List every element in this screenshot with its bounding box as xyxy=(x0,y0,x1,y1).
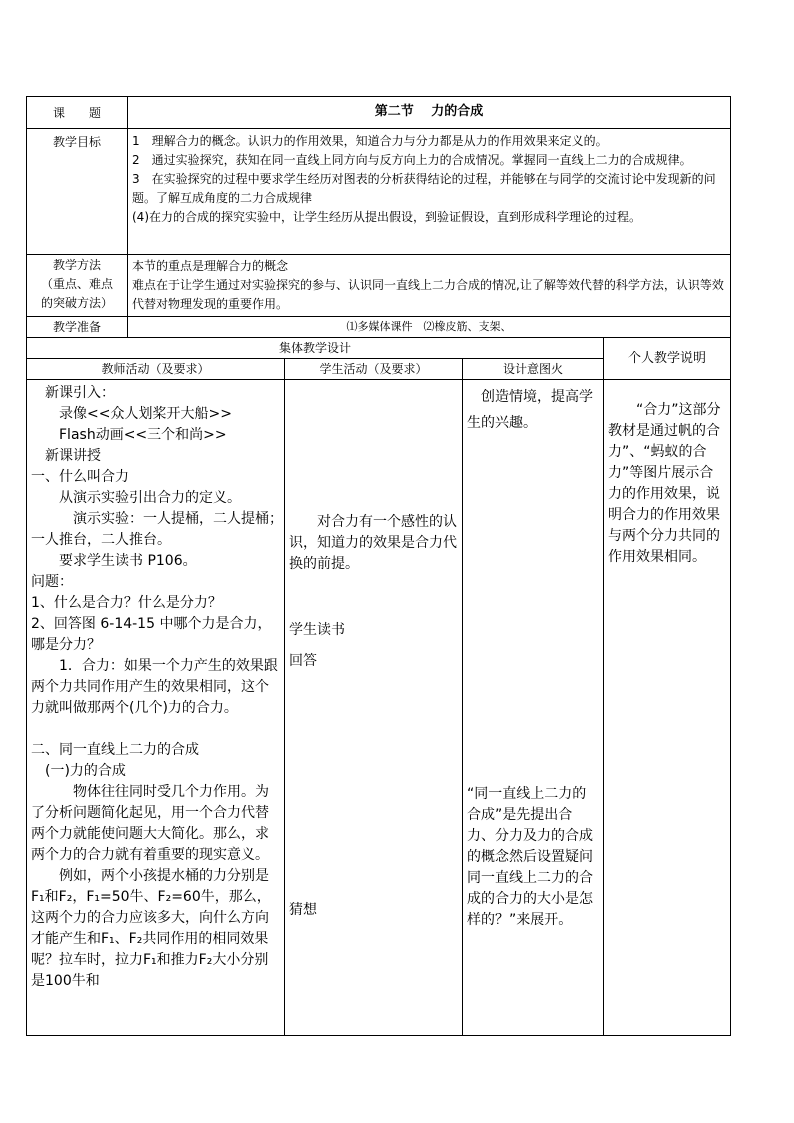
student-note-answer: 回答 xyxy=(289,653,317,669)
method-content xyxy=(128,255,731,317)
method-label-line: 的突破方法） xyxy=(40,296,113,310)
group-design-title: 集体教学设计 xyxy=(27,338,604,359)
teacher-line: 1．合力：如果一个力产生的效果跟两个力共同作用产生的效果相同，这个力就叫做那两个(几个)力的合力。 xyxy=(31,658,278,716)
teacher-line: 一、什么叫合力 xyxy=(31,469,129,485)
prep-label: 教学准备 xyxy=(27,317,128,338)
teacher-line: 物体往往同时受几个力作用。为了分析问题简化起见，用一个合力代替两个力就能使问题大大简化。那么，求两个力的合力就有着重要的现实意义。 xyxy=(31,784,269,863)
student-note-guess: 猜想 xyxy=(289,902,317,918)
teacher-line: 要求学生读书 P106。 xyxy=(31,553,197,569)
teacher-line: 问题： xyxy=(31,574,73,590)
teacher-line: 演示实验：一人提桶，二人提桶； 一人推台，二人推台。 xyxy=(31,511,290,548)
design-intent-header: 设计意图火 xyxy=(463,359,604,380)
teacher-line: 新课引入： xyxy=(31,385,115,401)
method-label-line: 教学方法 xyxy=(52,258,101,272)
teacher-line: 二、同一直线上二力的合成 xyxy=(31,742,199,758)
teacher-line: (一)力的合成 xyxy=(31,763,126,779)
blank-line xyxy=(31,719,280,740)
teacher-line: 2、回答图 6-14-15 中哪个力是合力，哪是分力？ xyxy=(31,616,272,653)
method-label xyxy=(27,255,128,317)
student-note-concept: 对合力有一个感性的认识，知道力的效果是合力代换的前提。 xyxy=(289,514,457,572)
teacher-line: Flash动画<<三个和尚>> xyxy=(31,427,227,443)
goal-item: 2 通过实验探究，获知在同一直线上同方向与反方向上力的合成情况。掌握同一直线上二力的合成规律。 xyxy=(132,153,692,167)
goal-item: (4)在力的合成的探究实验中，让学生经历从提出假设，到验证假设，直到形成科学理论的过程。 xyxy=(132,210,642,224)
student-note-read: 学生读书 xyxy=(289,622,345,638)
teacher-line: 例如，两个小孩提水桶的力分别是F₁和F₂，F₁=50牛、F₂=60牛，那么，这两个力的合力应该多大，向什么方向才能产生和F₁、F₂共同作用的相同效果呢？拉车时，拉力F₁和推力F₂大小分别是100牛和 xyxy=(31,868,271,989)
teacher-activity-header: 教师活动（及要求） xyxy=(27,359,285,380)
teacher-line: 新课讲授 xyxy=(31,448,101,464)
design-intent-cell xyxy=(463,380,604,1036)
goal-item: 3 在实验探究的过程中要求学生经历对图表的分析获得结论的过程，并能够在与同学的交流讨论中发现新的问题。了解互成角度的二力合成规律 xyxy=(132,172,716,205)
lesson-plan-sheet xyxy=(26,96,730,1036)
prep-content: ⑴多媒体课件 ⑵橡皮筋、支架、 xyxy=(128,317,731,338)
teacher-line: 1、什么是合力？什么是分力？ xyxy=(31,595,222,611)
teacher-line: 从演示实验引出合力的定义。 xyxy=(31,490,241,506)
method-item: 本节的重点是理解合力的概念 xyxy=(132,259,289,273)
intent-note-scenario: 创造情境，提高学生的兴趣。 xyxy=(467,389,593,431)
goal-label: 教学目标 xyxy=(27,129,128,255)
personal-notes-cell xyxy=(604,380,731,1036)
student-activity-cell xyxy=(285,380,463,1036)
intent-note-concept: “同一直线上二力的合成”是先提出合力、分力及力的合成的概念然后设置疑问同一直线上二力的合成的合力的大小是怎样的？”来展开。 xyxy=(467,786,593,928)
personal-notes-title: 个人教学说明 xyxy=(604,338,731,380)
goal-item: 1 理解合力的概念。认识力的作用效果，知道合力与分力都是从力的作用效果来定义的。 xyxy=(132,134,608,148)
lesson-plan-table xyxy=(26,96,731,1036)
method-label-line: （重点、难点 xyxy=(40,277,113,291)
teacher-line: 录像<<众人划桨开大船>> xyxy=(31,406,232,422)
goal-content xyxy=(128,129,731,255)
student-activity-header: 学生活动（及要求） xyxy=(285,359,463,380)
topic-title: 第二节 力的合成 xyxy=(128,97,731,129)
topic-label: 课 题 xyxy=(27,97,128,129)
personal-note: “合力”这部分教材是通过帆的合力”、“蚂蚁的合力”等图片展示合力的作用效果，说明合力的作用效果与两个分力共同的作用效果相同。 xyxy=(608,402,721,565)
method-item: 难点在于让学生通过对实验探究的参与、认识同一直线上二力合成的情况,让了解等效代替的科学方法，认识等效代替对物理发现的重要作用。 xyxy=(132,278,724,311)
teacher-activity-cell xyxy=(27,380,290,1036)
